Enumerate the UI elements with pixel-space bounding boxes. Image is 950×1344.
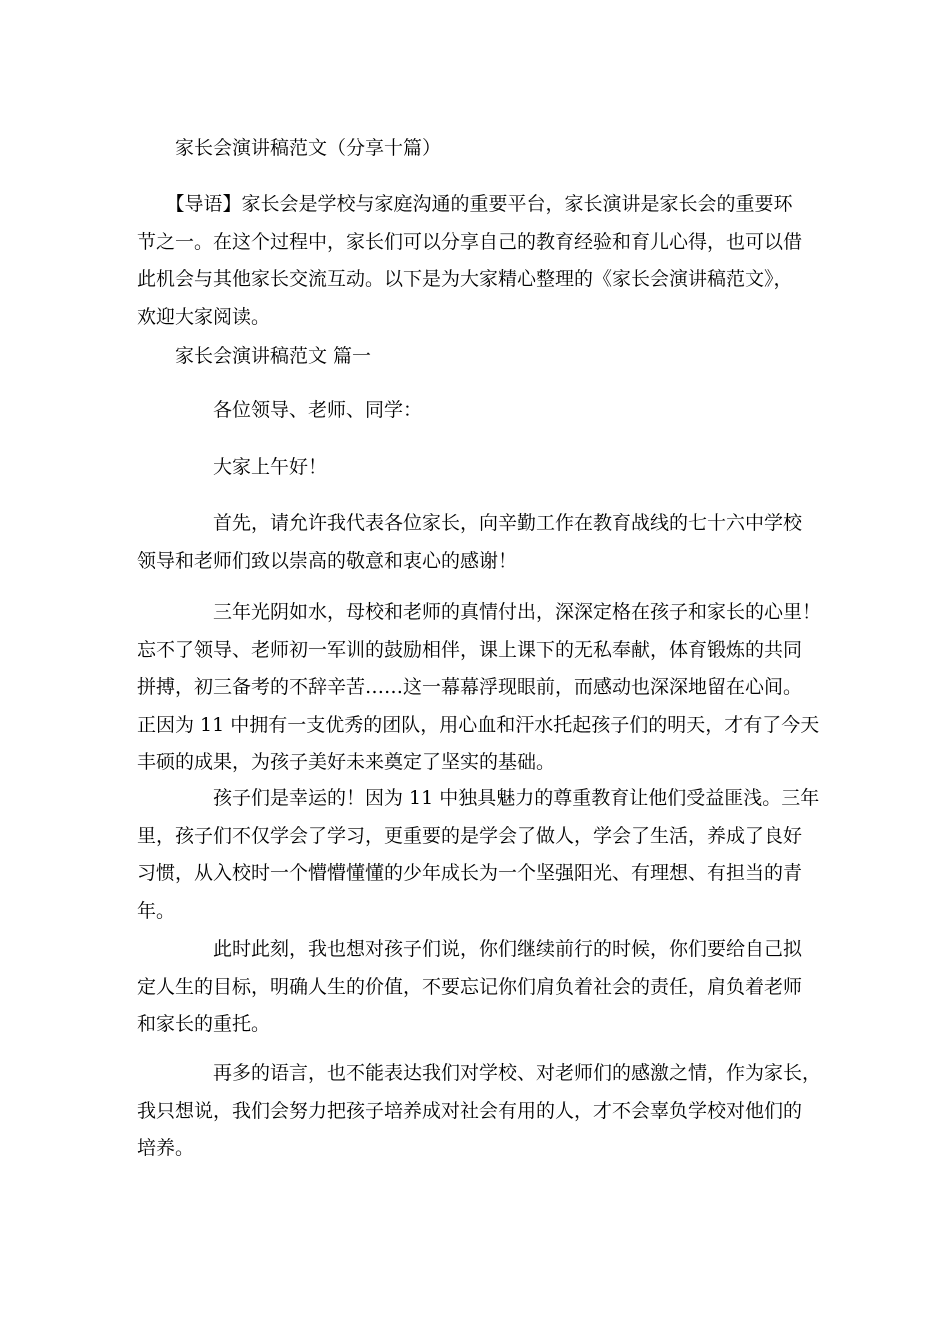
text-line: 欢迎大家阅读。 [137, 305, 271, 328]
text-line: 定人生的目标，明确人生的价值，不要忘记你们肩负着社会的责任，肩负着老师 [137, 975, 803, 998]
text-line: 节之一。在这个过程中，家长们可以分享自己的教育经验和育儿心得，也可以借 [137, 230, 803, 253]
text-line: 我只想说，我们会努力把孩子培养成对社会有用的人，才不会辜负学校对他们的 [137, 1099, 803, 1122]
section-heading [137, 338, 821, 376]
document-title [137, 130, 821, 168]
greeting-paragraph [137, 449, 821, 487]
text-line: 培养。 [137, 1137, 195, 1159]
text-line: 孩子们是幸运的！因为 11 中独具魅力的尊重教育让他们受益匪浅。三年 [137, 787, 820, 809]
body-paragraph [137, 780, 821, 930]
salutation-paragraph [137, 392, 821, 430]
text-line: 和家长的重托。 [137, 1013, 271, 1035]
text-line: 正因为 11 中拥有一支优秀的团队，用心血和汗水托起孩子们的明天，才有了今天 [137, 713, 820, 736]
text-line: 习惯，从入校时一个懵懵懂懂的少年成长为一个坚强阳光、有理想、有担当的青 [137, 862, 803, 884]
text-line: 首先，请允许我代表各位家长，向辛勤工作在教育战线的七十六中学校 [137, 512, 803, 534]
text-line: 领导和老师们致以崇高的敬意和衷心的感谢！ [137, 549, 518, 572]
text-line: 家长会演讲稿范文 篇一 [137, 345, 372, 367]
body-paragraph [137, 1055, 821, 1168]
body-paragraph [137, 931, 821, 1044]
text-line: 再多的语言，也不能表达我们对学校、对老师们的感激之情，作为家长， [137, 1062, 822, 1084]
text-line: 家长会演讲稿范文（分享十篇） [137, 137, 442, 159]
text-line: 年。 [137, 899, 176, 922]
text-line: 丰硕的成果，为孩子美好未来奠定了坚实的基础。 [137, 751, 556, 773]
text-line: 忘不了领导、老师初一军训的鼓励相伴，课上课下的无私奉献，体育锻炼的共同 [137, 638, 803, 661]
text-line: 各位领导、老师、同学： [137, 399, 423, 421]
text-line: 拼搏，初三备考的不辞辛苦……这一幕幕浮现眼前，而感动也深深地留在心间。 [137, 676, 803, 698]
body-paragraph [137, 594, 821, 782]
text-line: 【导语】家长会是学校与家庭沟通的重要平台，家长演讲是家长会的重要环 [137, 193, 793, 215]
text-line: 里，孩子们不仅学会了学习，更重要的是学会了做人，学会了生活，养成了良好 [137, 824, 803, 847]
text-line: 三年光阴如水，母校和老师的真情付出，深深定格在孩子和家长的心里！ [137, 601, 822, 623]
body-paragraph [137, 505, 821, 580]
intro-paragraph [137, 186, 821, 336]
text-line: 大家上午好！ [137, 456, 328, 478]
text-line: 此时此刻，我也想对孩子们说，你们继续前行的时候，你们要给自己拟 [137, 938, 803, 960]
text-line: 此机会与其他家长交流互动。以下是为大家精心整理的《家长会演讲稿范文》， [137, 268, 793, 290]
